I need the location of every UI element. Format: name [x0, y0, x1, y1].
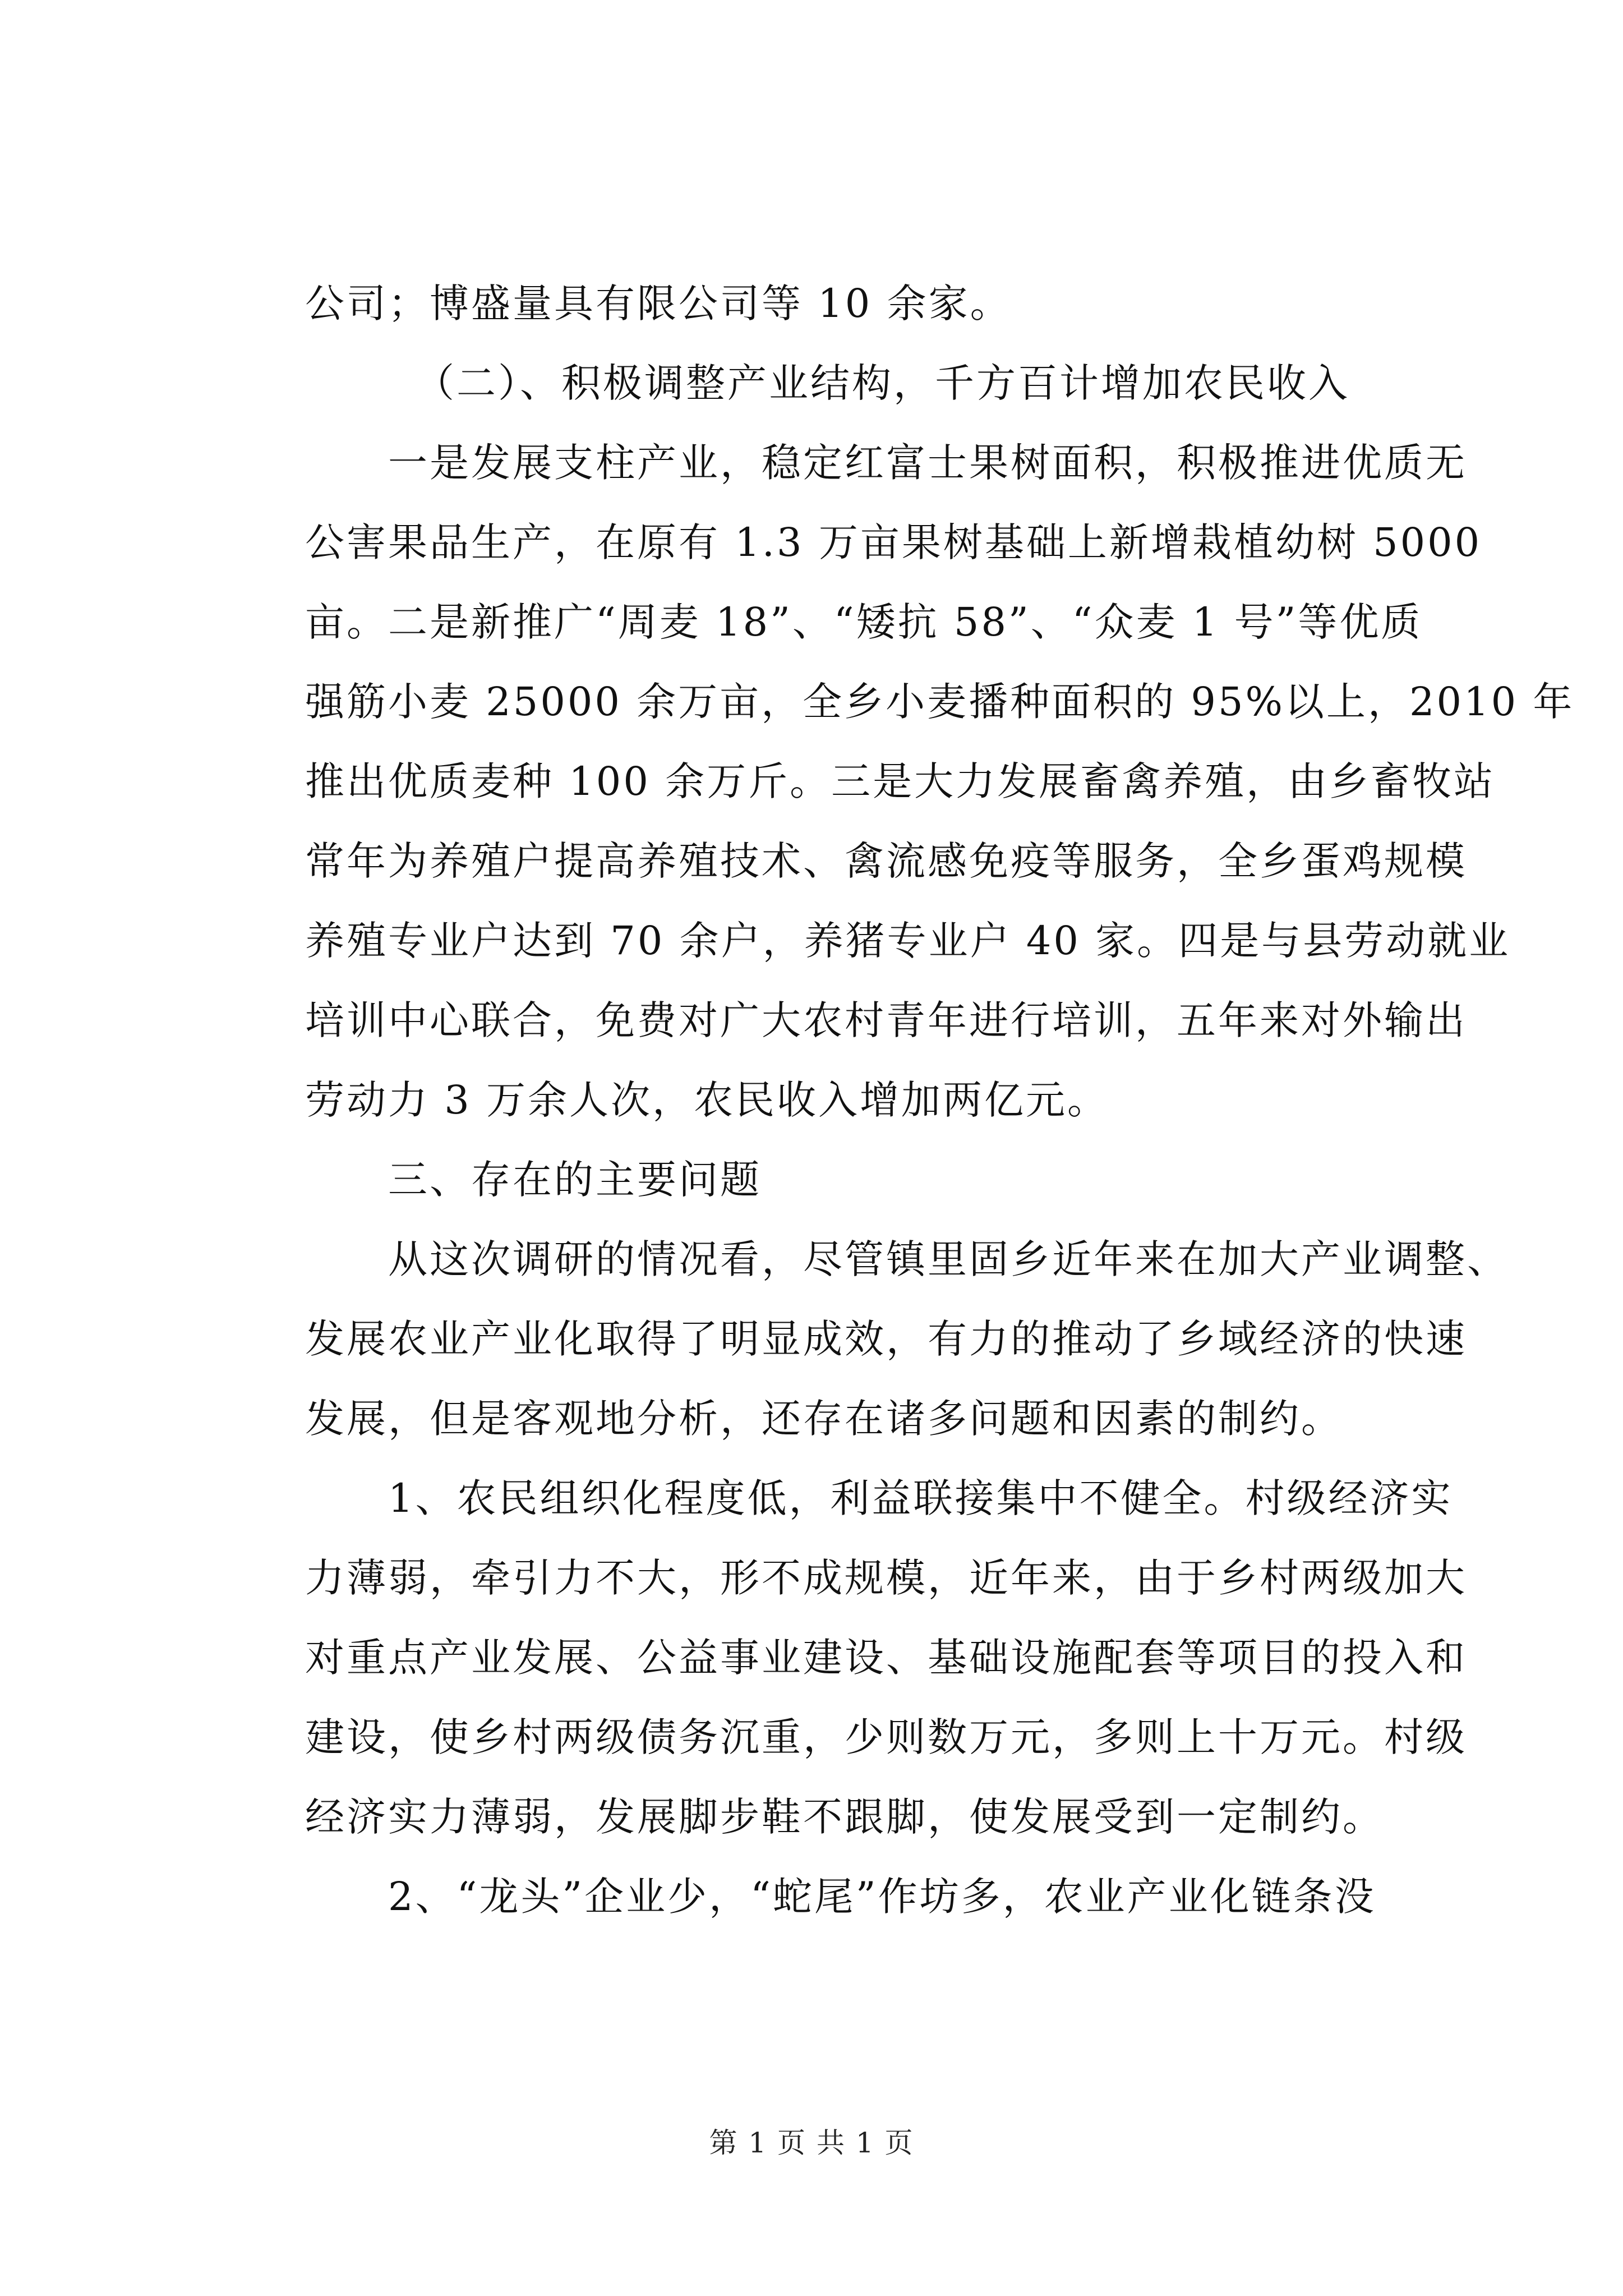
text-line: （二）、积极调整产业结构，千方百计增加农民收入 [415, 360, 1350, 406]
text-line: 1、农民组织化程度低，利益联接集中不健全。村级经济实 [388, 1475, 1453, 1521]
text-line: 常年为养殖户提高养殖技术、禽流感免疫等服务，全乡蛋鸡规模 [305, 838, 1467, 884]
text-line: 经济实力薄弱，发展脚步鞋不跟脚，使发展受到一定制约。 [305, 1794, 1384, 1840]
text-line: 公司；博盛量具有限公司等 10 余家。 [305, 280, 1012, 326]
text-line: 力薄弱，牵引力不大，形不成规模，近年来，由于乡村两级加大 [305, 1555, 1467, 1601]
text-line: 三、存在的主要问题 [388, 1157, 762, 1203]
text-line: 劳动力 3 万余人次，农民收入增加两亿元。 [305, 1077, 1109, 1123]
document-body [305, 264, 1575, 1936]
text-line: 从这次调研的情况看，尽管镇里固乡近年来在加大产业调整、 [388, 1236, 1509, 1282]
text-line: 发展，但是客观地分析，还存在诸多问题和因素的制约。 [305, 1396, 1343, 1442]
text-line: 培训中心联合，免费对广大农村青年进行培训，五年来对外输出 [305, 997, 1467, 1043]
text-line: 建设，使乡村两级债务沉重，少则数万元，多则上十万元。村级 [305, 1714, 1467, 1760]
text-line: 推出优质麦种 100 余万斤。三是大力发展畜禽养殖，由乡畜牧站 [305, 758, 1496, 804]
text-line: 强筋小麦 25000 余万亩，全乡小麦播种面积的 95%以上，2010 年 [305, 679, 1575, 725]
text-line: 一是发展支柱产业，稳定红富士果树面积，积极推进优质无 [388, 440, 1467, 486]
text-line: 2、“龙头”企业少，“蛇尾”作坊多，农业产业化链条没 [388, 1874, 1376, 1920]
page-footer: 第 1 页 共 1 页 [709, 2127, 914, 2159]
text-line: 养殖专业户达到 70 余户，养猪专业户 40 家。四是与县劳动就业 [305, 918, 1511, 964]
text-line: 公害果品生产，在原有 1.3 万亩果树基础上新增栽植幼树 5000 [305, 519, 1482, 565]
text-line: 对重点产业发展、公益事业建设、基础设施配套等项目的投入和 [305, 1635, 1467, 1681]
text-line: 亩。二是新推广“周麦 18”、“矮抗 58”、“众麦 1 号”等优质 [305, 599, 1423, 645]
text-line: 发展农业产业化取得了明显成效，有力的推动了乡域经济的快速 [305, 1316, 1467, 1362]
